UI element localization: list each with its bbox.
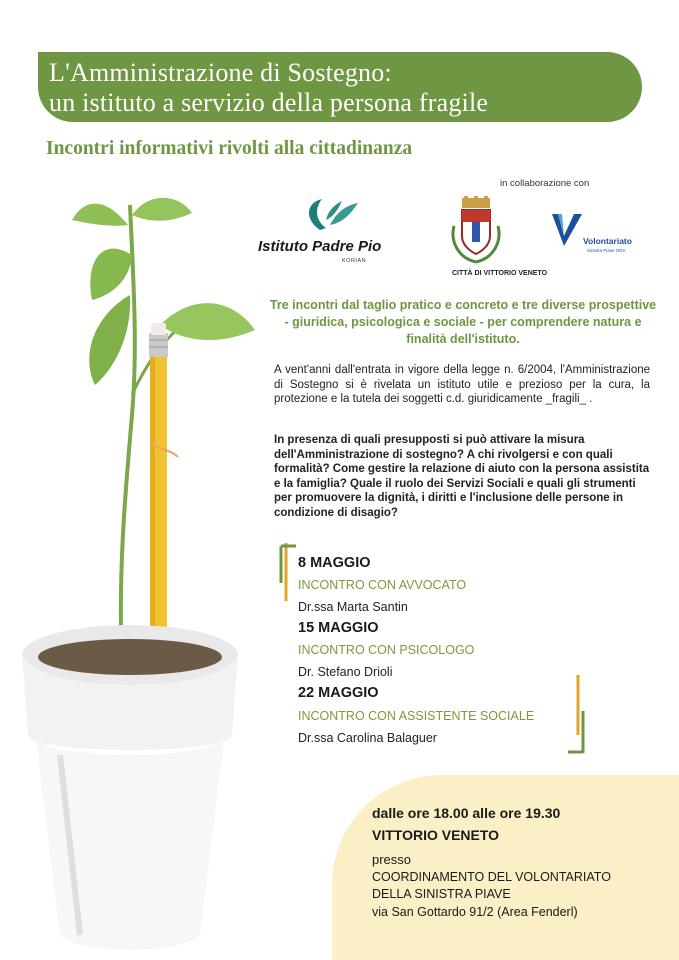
event-time: dalle ore 18.00 alle ore 19.30: [372, 805, 561, 821]
event-city: VITTORIO VENETO: [372, 827, 500, 843]
venue-address: via San Gottardo 91/2 (Area Fenderl): [372, 905, 578, 919]
padre-pio-logo-icon: [300, 195, 360, 235]
volontariato-logo-icon: [550, 212, 584, 248]
event-date: 22 MAGGIO: [298, 685, 379, 701]
event-speaker: Dr. Stefano Drioli: [298, 665, 393, 679]
volontariato-name: Volontariato: [583, 236, 632, 246]
event-type: INCONTRO CON AVVOCATO: [298, 578, 467, 592]
questions-paragraph: In presenza di quali presupposti si può attivare la misura dell'Amministrazione di sostegno? A chi rivolgersi e con quali formalità? Come gestire la relazione di aiuto con la persona assistita e la famiglia? Quale il ruolo dei Servizi Sociali e quali gli strumenti per promuovere la dignità, i diritti e l'inclusione delle persone in condizione di disagio?: [274, 434, 650, 519]
venue-org-line-1: COORDINAMENTO DEL VOLONTARIATO: [372, 870, 611, 884]
padre-pio-name: Istituto Padre Pio: [258, 238, 382, 255]
venue-info-box: [332, 775, 679, 960]
venue-org-line-2: DELLA SINISTRA PIAVE: [372, 887, 511, 901]
event-speaker: Dr.ssa Carolina Balaguer: [298, 731, 437, 745]
plant-pot-illustration: [0, 195, 270, 955]
schedule-bracket-top: [278, 543, 298, 603]
law-paragraph: A vent'anni dall'entrata in vigore della legge n. 6/2004, l'Amministrazione di Sostegno si è rivelata un istituto utile e prezioso per la cura, la protezione e la tutela dei soggetti c.d. giuridicamente _fragili_ .: [274, 364, 650, 405]
title-line-2: un istituto a servizio della persona fragile: [49, 88, 489, 117]
intro-text: Tre incontri dal taglio pratico e concreto e tre diverse prospettive - giuridica, psicologica e sociale - per comprendere natura e finalità dell'istituto.: [269, 298, 657, 346]
citta-vittorio-veneto-label: CITTÀ DI VITTORIO VENETO: [452, 270, 548, 277]
event-type: INCONTRO CON ASSISTENTE SOCIALE: [298, 709, 535, 723]
event-date: 8 MAGGIO: [298, 555, 371, 571]
event-speaker: Dr.ssa Marta Santin: [298, 600, 408, 614]
event-type: INCONTRO CON PSICOLOGO: [298, 643, 475, 657]
collaboration-label: in collaborazione con: [500, 178, 590, 189]
title-line-1: L'Amministrazione di Sostegno:: [49, 58, 392, 87]
volontariato-sub: Sinistra Piave ODV: [587, 248, 626, 253]
schedule-bracket-bottom: [566, 675, 588, 755]
padre-pio-sub: KORIAN: [342, 258, 367, 264]
presso-label: presso: [372, 852, 412, 867]
subtitle: Incontri informativi rivolti alla cittadinanza: [46, 138, 413, 159]
vittorio-veneto-crest-icon: [448, 196, 504, 268]
event-date: 15 MAGGIO: [298, 620, 379, 636]
